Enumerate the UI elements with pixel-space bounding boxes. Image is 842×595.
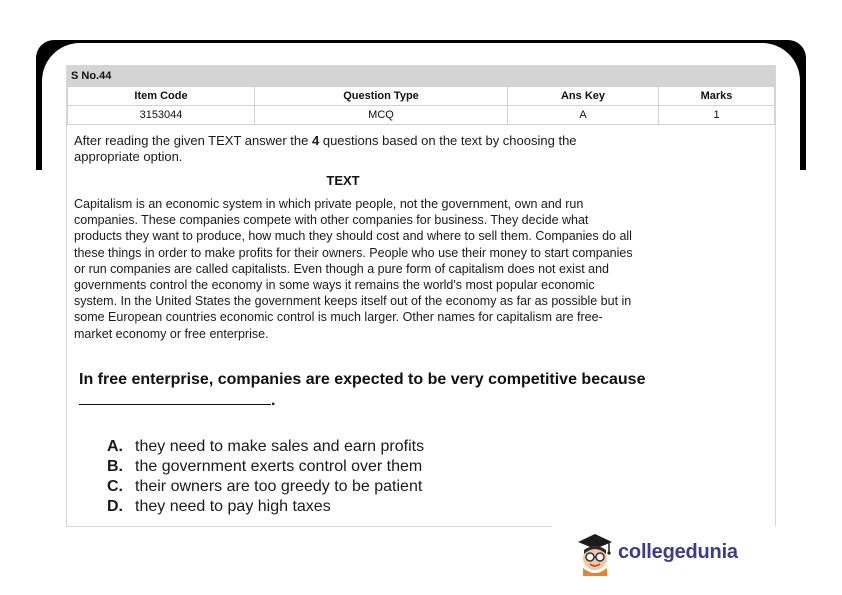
item-code-value: 3153044	[68, 106, 255, 125]
ans-key-header: Ans Key	[508, 87, 659, 106]
instruction-end: questions based on the text by choosing the appropriate option.	[74, 133, 577, 164]
ans-key-value: A	[508, 106, 659, 125]
answer-blank	[79, 392, 275, 410]
blank-period: .	[271, 392, 276, 409]
option-a[interactable]	[107, 437, 424, 457]
question-stem: In free enterprise, companies are expected to be very competitive because	[79, 371, 646, 388]
option-letter: C.	[107, 478, 123, 495]
meta-header-row	[68, 87, 775, 106]
option-b[interactable]	[107, 457, 424, 477]
serial-number: S No.44	[67, 66, 775, 86]
graduate-mascot-icon	[576, 532, 614, 576]
meta-value-row	[68, 106, 775, 125]
option-letter: B.	[107, 458, 123, 475]
blank-line	[79, 392, 271, 405]
instruction-start: After reading the given TEXT answer the	[74, 133, 312, 148]
option-letter: D.	[107, 498, 123, 515]
option-text: they need to make sales and earn profits	[135, 438, 425, 455]
instruction	[74, 133, 634, 165]
marks-header: Marks	[659, 87, 775, 106]
option-c[interactable]	[107, 477, 424, 497]
passage: Capitalism is an economic system in which private people, not the government, own and run companies. These companies compete with other companies for business. They decide what products they want to produce, how much they should cost and where to sell them. Companies do all these things in order to make profits for their owners. People who use their money to start companies or run companies are called capitalists. Even though a pure form of capitalism does not exist and governments control the economy in some ways it remains the world's most popular economic system. In the United States the government keeps itself out of the economy as far as possible but in some European countries economic control is much larger. Other names for capitalism are free-market economy or free enterprise.	[74, 197, 633, 341]
option-text: they need to pay high taxes	[135, 498, 331, 515]
option-text: the government exerts control over them	[135, 458, 423, 475]
question-sheet	[66, 65, 776, 527]
option-text: their owners are too greedy to be patient	[135, 478, 423, 495]
option-d[interactable]	[107, 497, 424, 517]
brand-name: collegedunia	[618, 541, 738, 563]
option-letter: A.	[107, 438, 123, 455]
item-meta-table	[67, 86, 775, 125]
instruction-count: 4	[312, 133, 320, 148]
item-code-header: Item Code	[68, 87, 255, 106]
marks-value: 1	[659, 106, 775, 125]
options-list	[107, 437, 424, 517]
question-type-value: MCQ	[255, 106, 508, 125]
brand-logo	[576, 532, 756, 576]
question-type-header: Question Type	[255, 87, 508, 106]
text-heading: TEXT	[326, 173, 360, 188]
